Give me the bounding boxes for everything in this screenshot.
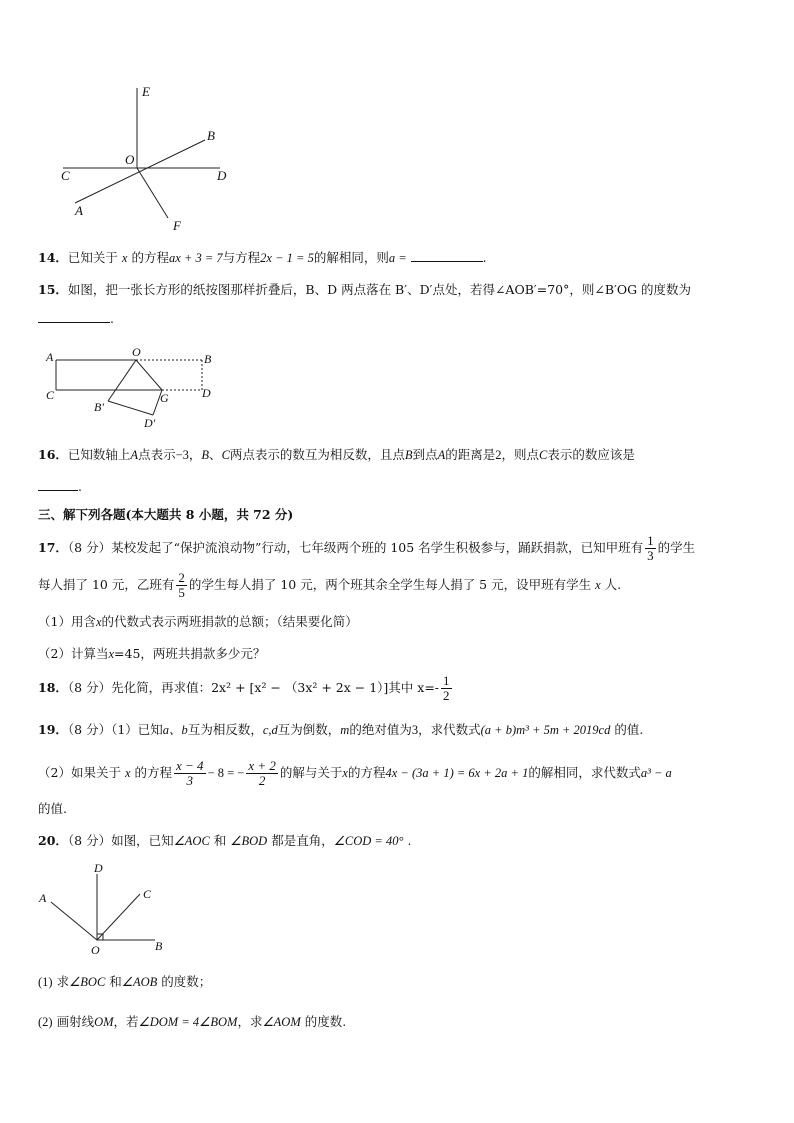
- text: 和: [109, 974, 122, 989]
- math: ∠DOM = 4∠BOM: [138, 1015, 238, 1029]
- math: x: [124, 766, 131, 780]
- edge-ob1: [108, 360, 136, 401]
- math: ∠AOC: [173, 834, 210, 848]
- math: x: [595, 578, 601, 592]
- question-17-line-2: [38, 570, 621, 600]
- text: 每人捐了 10 元，乙班有: [38, 577, 175, 592]
- question-number: 15．: [38, 282, 68, 297]
- text: （8 分）（1）已知: [67, 722, 163, 737]
- math: a =: [388, 251, 407, 265]
- question-number: 20．: [38, 833, 68, 848]
- text: 点表示: [138, 447, 176, 462]
- answer-blank[interactable]: [38, 310, 110, 323]
- question-19-line-2: [38, 755, 672, 791]
- label-a: A: [39, 891, 47, 905]
- text: 如图，把一张长方形的纸按图那样折叠后，B、D 两点落在 B′、D′点处，若得∠AOB′=70°，则∠B′OG 的度数为: [67, 282, 692, 297]
- text: .: [78, 479, 82, 494]
- text: ，则点: [501, 447, 539, 462]
- question-14: [38, 249, 487, 267]
- denominator: 2: [443, 688, 450, 703]
- label-c: C: [143, 887, 152, 901]
- label-e: E: [142, 84, 150, 99]
- text: 的学生每人捐了 10 元，两个班其余全学生每人捐了 5 元，设甲班有学生: [188, 577, 592, 592]
- label-f: F: [173, 218, 181, 233]
- figure-angles-eobcdaf: [55, 80, 245, 240]
- denominator: 5: [178, 585, 185, 600]
- fold-og: [136, 360, 162, 390]
- answer-blank[interactable]: [411, 249, 483, 262]
- text: （8 分）如图，已知: [67, 833, 174, 848]
- question-17-part-1: [38, 613, 358, 631]
- label-g: G: [160, 391, 169, 405]
- text: .: [482, 250, 487, 265]
- question-16: [38, 446, 635, 464]
- text: 人.: [604, 577, 622, 592]
- numerator: 1: [443, 673, 450, 688]
- text: 表示的数应该是: [547, 447, 635, 462]
- figure-folded-rectangle: [40, 345, 230, 435]
- fraction-one-half: [441, 674, 452, 703]
- question-20: [38, 832, 411, 850]
- equation: 4x − (3a + 1) = 6x + 2a + 1: [385, 766, 529, 780]
- text: ，求: [237, 1014, 263, 1029]
- label-b: B: [204, 352, 212, 366]
- question-16-blank-line: [38, 478, 82, 496]
- text: （8 分）某校发起了“保护流浪动物”行动，七年级两个班的 105 名学生积极参与，踊跃捐款，已知甲班有: [67, 540, 644, 555]
- text: 求: [56, 974, 70, 989]
- math: −3: [175, 448, 189, 462]
- math: x: [108, 647, 115, 661]
- math: B: [404, 448, 413, 462]
- math: x: [121, 251, 128, 265]
- math: c,d: [262, 723, 278, 737]
- label-b: B: [155, 939, 163, 953]
- text: 的方程: [347, 765, 386, 780]
- equation: 2x − 1 = 5: [260, 251, 314, 265]
- math: ∠BOC: [69, 975, 106, 989]
- answer-blank[interactable]: [38, 478, 78, 491]
- denominator: 2: [258, 773, 266, 788]
- math: ∠BOD: [230, 834, 268, 848]
- text: （2）计算当: [38, 646, 109, 661]
- text: 、: [209, 447, 222, 462]
- math: C: [221, 448, 230, 462]
- label-o: O: [132, 345, 141, 359]
- text: 的绝对值为: [349, 722, 412, 737]
- math: ∠AOB: [121, 975, 158, 989]
- question-number: 17．: [38, 540, 68, 555]
- label-o: O: [125, 152, 135, 167]
- question-20-part-2: [38, 1013, 346, 1031]
- math: B: [201, 448, 210, 462]
- math: 3: [411, 723, 419, 737]
- fraction-one-third: [645, 534, 656, 563]
- text: 的代数式表示两班捐款的总额；（结果要化简）: [101, 614, 358, 629]
- text: 的方程: [134, 765, 173, 780]
- question-number: 14．: [38, 250, 68, 265]
- math: C: [539, 448, 548, 462]
- text: ，求代数式: [418, 722, 481, 737]
- text: 与方程: [222, 250, 261, 265]
- question-15-blank-line: [38, 310, 114, 328]
- math: ∠AOM: [262, 1015, 301, 1029]
- question-19-line-3: [38, 800, 67, 818]
- fraction-x-minus-4-over-3: [174, 759, 206, 788]
- text: 互为倒数，: [277, 722, 341, 737]
- math: a、b: [162, 723, 188, 737]
- text: 到点: [412, 447, 438, 462]
- label-b: B: [207, 128, 215, 143]
- text: （2）如果关于: [38, 765, 121, 780]
- label-o: O: [91, 943, 100, 957]
- equation: ax + 3 = 7: [168, 251, 223, 265]
- part-number: (2): [38, 1015, 53, 1029]
- question-18: [38, 673, 454, 703]
- math: x: [95, 615, 102, 629]
- label-b-prime: B′: [94, 400, 104, 414]
- text: 互为相反数，: [187, 722, 263, 737]
- label-a: A: [46, 350, 54, 364]
- ray-oc: [97, 894, 140, 940]
- expression: (a + b)m³ + 5m + 2019cd: [480, 723, 611, 737]
- text: 的距离是: [445, 447, 496, 462]
- math: m: [340, 723, 350, 737]
- text: ，若: [113, 1014, 139, 1029]
- text: 的解相同，则: [313, 250, 389, 265]
- question-17-line-1: [38, 533, 695, 563]
- label-c: C: [46, 388, 55, 402]
- text: ，: [188, 447, 202, 462]
- part-number: (1): [38, 975, 53, 989]
- question-20-part-1: [38, 973, 211, 991]
- text: 的度数.: [304, 1014, 347, 1029]
- text: 的度数；: [161, 974, 212, 989]
- text: 的值.: [614, 722, 644, 737]
- figure-right-angles: [35, 858, 185, 958]
- question-number: 16．: [38, 447, 68, 462]
- label-a: A: [75, 203, 83, 218]
- text: （1）用含: [38, 614, 96, 629]
- fraction-two-fifths: [176, 571, 187, 600]
- denominator: 3: [186, 773, 194, 788]
- text: 的值.: [38, 801, 67, 816]
- text: =45，两班共捐款多少元？: [114, 646, 266, 661]
- numerator: x − 4: [176, 758, 204, 773]
- numerator: 2: [178, 570, 185, 585]
- text: .: [407, 833, 412, 848]
- label-d: D: [94, 861, 103, 875]
- math: 2: [495, 448, 502, 462]
- question-17-part-2: [38, 645, 265, 663]
- math: ∠COD = 40°: [333, 834, 404, 848]
- text: 两点表示的数互为相反数，且点: [229, 447, 405, 462]
- section-heading: 三、解下列各题(本大题共 8 小题，共 72 分): [38, 507, 294, 522]
- ray-of: [137, 168, 168, 218]
- text: .: [110, 311, 114, 326]
- question-number: 18．: [38, 680, 68, 695]
- question-number: 19．: [38, 722, 68, 737]
- text: 已知关于: [67, 250, 118, 265]
- label-d-prime: D′: [144, 416, 156, 430]
- numerator: x + 2: [248, 758, 276, 773]
- math: x: [342, 766, 348, 780]
- text: （8 分）先化简，再求值：2x² + [x² − （3x² + 2x − 1）]其中 x=-: [67, 680, 440, 695]
- question-19-line-1: [38, 721, 643, 739]
- math: − 8 = −: [207, 766, 245, 780]
- text: 的方程: [131, 250, 169, 265]
- text: 的解相同，求代数式: [528, 765, 641, 780]
- label-d: D: [217, 168, 227, 183]
- label-c: C: [61, 168, 70, 183]
- label-d: D: [202, 386, 211, 400]
- text: 都是直角，: [271, 833, 334, 848]
- math: A: [130, 448, 139, 462]
- question-15: [38, 281, 691, 299]
- fraction-x-plus-2-over-2: [246, 759, 278, 788]
- math: OM: [94, 1015, 114, 1029]
- text: 已知数轴上: [67, 447, 131, 462]
- ray-oa: [51, 902, 97, 940]
- text: 的解与关于: [279, 765, 343, 780]
- text: 的学生: [657, 540, 696, 555]
- text: 画射线: [56, 1014, 95, 1029]
- numerator: 1: [647, 533, 654, 548]
- denominator: 3: [647, 548, 654, 563]
- line-ab: [75, 140, 205, 203]
- expression: a³ − a: [640, 766, 672, 780]
- text: 和: [213, 833, 227, 848]
- edge-b1d1: [108, 401, 153, 415]
- math: A: [437, 448, 446, 462]
